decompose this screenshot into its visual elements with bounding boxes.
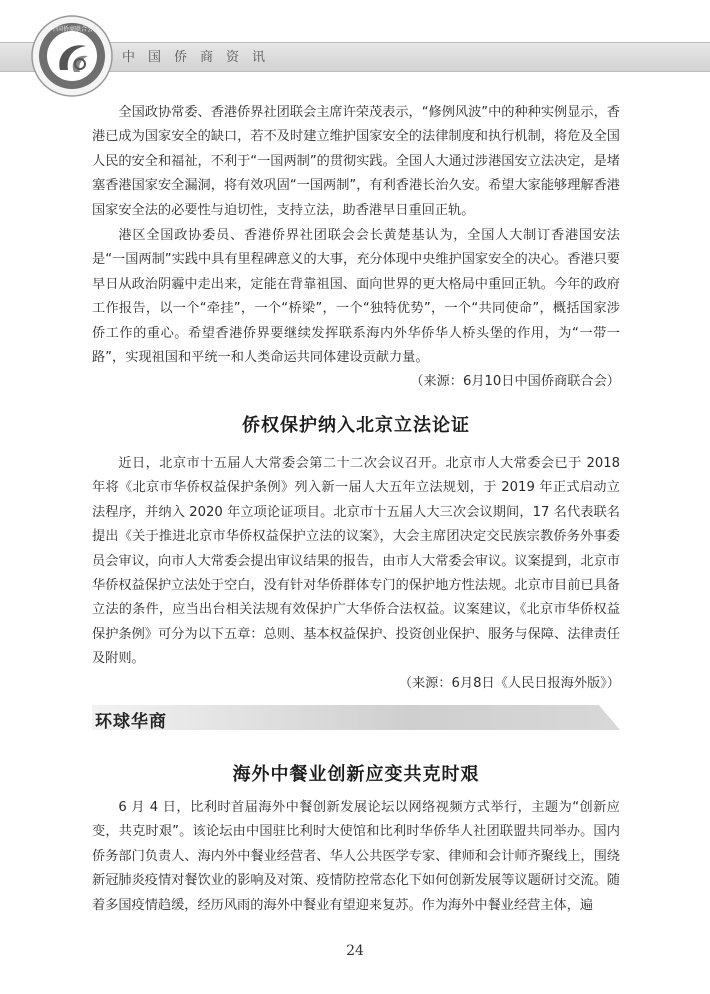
article2-source: （来源：6月8日《人民日报海外版》）	[398, 675, 620, 691]
article1-paragraph-1: 全国政协常委、香港侨界社团联会主席许荣茂表示，“修例风波”中的种种实例显示，香港已成为国家安全的缺口，若不及时建立维护国家安全的法律制度和执行机制，将危及全国人民的安全和福祉，不利于“一国两制”的贯彻实践。全国人大通过涉港国安立法决定，是堵塞香港国家安全漏洞，将有效巩固“一国两制”，有利香港长治久安。希望大家能够理解香港国家安全法的必要性与迫切性，支持立法，助香港早日重回正轨。	[92, 105, 620, 218]
article2-paragraph-1	[92, 452, 620, 696]
header-title: 中国侨商资讯	[122, 50, 279, 65]
section-bar	[92, 705, 620, 730]
article2-headline: 侨权保护纳入北京立法论证	[242, 415, 470, 436]
article1-paragraph-2	[92, 224, 620, 395]
svg-text:中国侨商联合会: 中国侨商联合会	[50, 26, 94, 33]
article3-headline: 海外中餐业创新应变共克时艰	[232, 764, 480, 785]
article1-paragraph-2-text: 港区全国政协委员、香港侨界社团联会会长黄楚基认为，全国人大制订香港国安法是“一国两制”实践中具有里程碑意义的大事，充分体现中央维护国家安全的决心。香港只要早日从政治阴霾中走出来，定能在背靠祖国、面向世界的更大格局中重回正轨。今年的政府工作报告，以一个“牵挂”，一个“桥梁”，一个“独特优势”，一个“共同使命”，概括国家涉侨工作的重心。希望香港侨界要继续发挥联系海内外华侨华人桥头堡的作用，为“一带一路”，实现祖国和平统一和人类命运共同体建设贡献力量。	[92, 228, 620, 366]
article3-paragraph-1: 6 月 4 日，比利时首届海外中餐创新发展论坛以网络视频方式举行，主题为“创新应变，共克时艰”。该论坛由中国驻比利时大使馆和比利时华侨华人社团联盟共同举办。国内侨务部门负责人、海内外中餐业经营者、华人公共医学专家、律师和会计师齐聚线上，围绕新冠肺炎疫情对餐饮业的影响及对策、疫情防控常态化下如何创新发展等议题研讨交流。随着多国疫情趋缓，经历风雨的海外中餐业有望迎来复苏。作为海外中餐业经营主体，遍	[92, 800, 620, 913]
section-title: 环球华商	[95, 712, 167, 732]
page-number: 24	[346, 943, 364, 959]
article1-source: （来源：6月10日中国侨商联合会）	[410, 374, 620, 390]
logo-icon	[30, 14, 114, 98]
article2-paragraph-1-text: 近日，北京市十五届人大常委会第二十二次会议召开。北京市人大常委会已于 2018 年将《北京市华侨权益保护条例》列入新一届人大五年立法规划，于 2019 年正式启动立法程序，并纳入 2020 年立项论证项目。北京市十五届人大三次会议期间，17 名代表联名提出《关于推进北京市华侨权益保护立法的议案》，大会主席团决定交民族宗教侨务外事委员会审议，向市人大常委会提出审议结果的报告，由市人大常委会审议。议案提到，北京市华侨权益保护立法处于空白，没有针对华侨群体专门的保护地方性法规。北京市目前已具备立法的条件，应当出台相关法规有效保护广大华侨合法权益。议案建议，《北京市华侨权益保护条例》可分为以下五章：总则、基本权益保护、投资创业保护、服务与保障、法律责任及附则。	[92, 456, 620, 667]
